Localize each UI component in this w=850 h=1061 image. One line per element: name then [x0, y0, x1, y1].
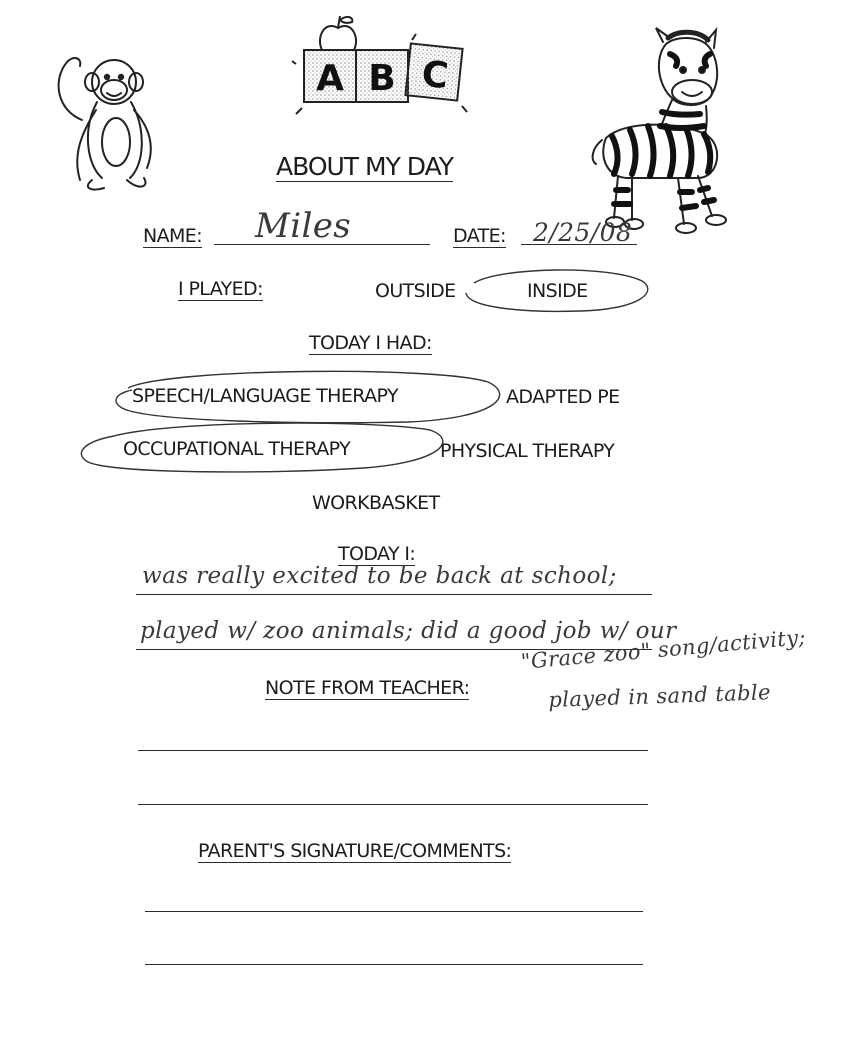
option-adapted-pe[interactable]: ADAPTED PE — [506, 386, 620, 408]
name-label: NAME: — [143, 225, 203, 247]
today-i-line-1 — [136, 594, 652, 595]
name-value[interactable]: Miles — [255, 206, 352, 246]
parent-comment-line-2[interactable] — [145, 964, 643, 965]
parent-signature-label: PARENT'S SIGNATURE/COMMENTS: — [198, 840, 512, 862]
abc-letter-c: C — [419, 53, 451, 98]
today-i-text-1[interactable]: was really excited to be back at school; — [142, 563, 617, 589]
option-physical-therapy[interactable]: PHYSICAL THERAPY — [440, 440, 615, 462]
today-i-text-4[interactable]: played in sand table — [548, 680, 772, 712]
option-speech-language-therapy[interactable]: SPEECH/LANGUAGE THERAPY — [132, 385, 398, 407]
teacher-note-line-2[interactable] — [138, 804, 648, 805]
option-inside[interactable]: INSIDE — [527, 280, 588, 302]
today-i-text-3[interactable]: "Grace zoo" song/activity; — [520, 625, 807, 674]
note-from-teacher-label: NOTE FROM TEACHER: — [265, 677, 470, 699]
parent-comment-line-1[interactable] — [145, 911, 643, 912]
abc-letter-a: A — [316, 58, 344, 99]
option-outside[interactable]: OUTSIDE — [375, 280, 456, 302]
date-value[interactable]: 2/25/08 — [533, 218, 633, 247]
today-i-label: TODAY I: — [338, 543, 416, 565]
today-i-had-label: TODAY I HAD: — [309, 332, 432, 354]
date-label: DATE: — [453, 225, 506, 247]
monkey-illustration — [52, 50, 162, 195]
zebra-illustration — [588, 28, 738, 243]
option-occupational-therapy[interactable]: OCCUPATIONAL THERAPY — [123, 438, 351, 460]
teacher-note-line-1[interactable] — [138, 750, 648, 751]
occupational-circle-mark — [74, 416, 454, 480]
option-workbasket[interactable]: WORKBASKET — [312, 492, 440, 514]
i-played-label: I PLAYED: — [178, 278, 263, 300]
abc-blocks-illustration — [292, 10, 468, 122]
abc-letter-b: B — [368, 58, 396, 99]
inside-circle-mark — [460, 265, 655, 317]
form-title: ABOUT MY DAY — [276, 152, 454, 181]
today-i-text-2[interactable]: played w/ zoo animals; did a good job w/ our — [140, 618, 677, 644]
